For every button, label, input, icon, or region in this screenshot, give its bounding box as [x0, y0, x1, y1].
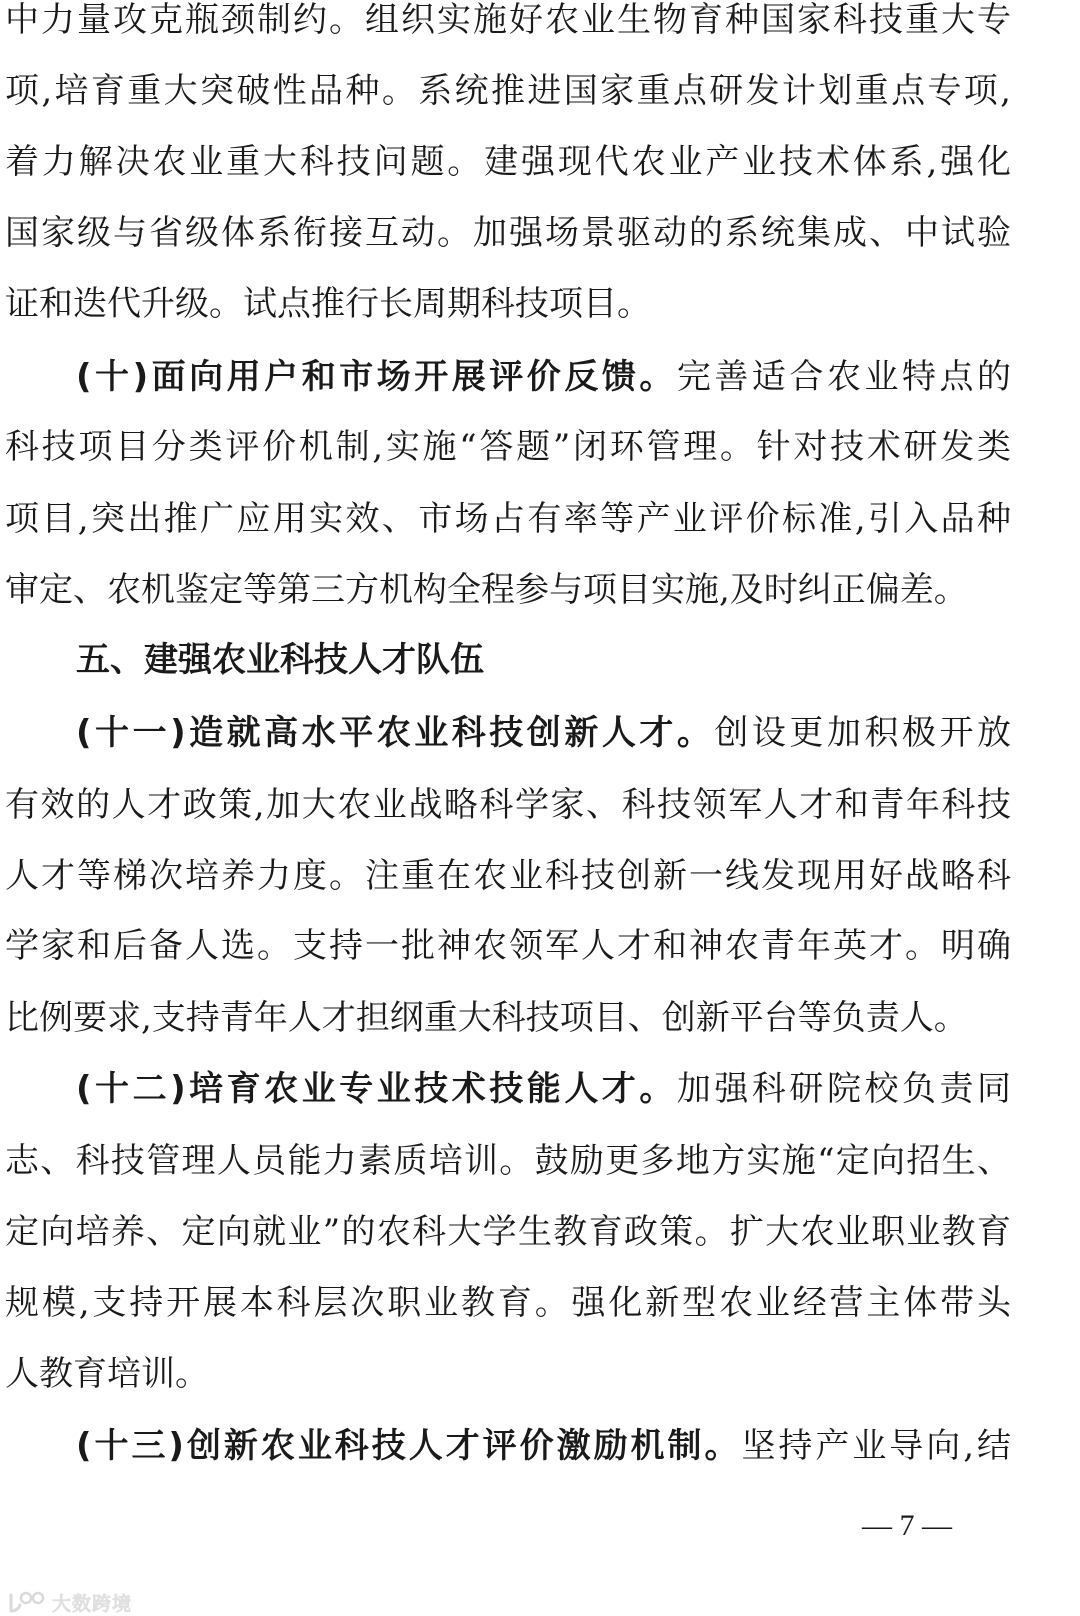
paragraph-line: 中力量攻克瓶颈制约。组织实施好农业生物育种国家科技重大专 — [5, 0, 1011, 40]
watermark-text: 大数跨境 — [52, 1592, 133, 1615]
paragraph-line: 项,培育重大突破性品种。系统推进国家重点研发计划重点专项, — [5, 71, 1011, 111]
section-13-text: 坚持产业导向,结 — [741, 1426, 1012, 1466]
section-10-first-line — [76, 352, 1011, 402]
paragraph-line: 国家级与省级体系衔接互动。加强场景驱动的系统集成、中试验 — [5, 213, 1011, 253]
watermark — [8, 1590, 132, 1614]
paragraph-line: 科技项目分类评价机制,实施“答题”闭环管理。针对技术研发类 — [5, 427, 1011, 467]
paragraph-line: 审定、农机鉴定等第三方机构全程参与项目实施,及时纠正偏差。 — [5, 570, 968, 610]
section-12-first-line — [76, 1064, 1011, 1114]
section-10-text: 完善适合农业特点的 — [676, 357, 1012, 397]
section-heading: 五、建强农业科技人才队伍 — [76, 640, 484, 680]
paragraph-line: 证和迭代升级。试点推行长周期科技项目。 — [5, 284, 651, 324]
section-13-first-line — [76, 1421, 1011, 1471]
paragraph-line: 定向培养、定向就业”的农科大学生教育政策。扩大农业职业教育 — [5, 1212, 1011, 1252]
paragraph-line: 规模,支持开展本科层次职业教育。强化新型农业经营主体带头 — [5, 1283, 1011, 1323]
paragraph-line: 比例要求,支持青年人才担纲重大科技项目、创新平台等负责人。 — [5, 998, 968, 1038]
paragraph-line: 项目,突出推广应用实效、市场占有率等产业评价标准,引入品种 — [5, 499, 1011, 539]
paragraph-line: 志、科技管理人员能力素质培训。鼓励更多地方实施“定向招生、 — [5, 1141, 1011, 1181]
section-11-title: (十一)造就高水平农业科技创新人才。 — [76, 713, 715, 753]
section-13-title: (十三)创新农业科技人才评价激励机制。 — [76, 1426, 742, 1466]
paragraph-line: 学家和后备人选。支持一批神农领军人才和神农青年英才。明确 — [5, 926, 1011, 966]
page-number: — 7 — — [862, 1509, 952, 1542]
paragraph-line: 着力解决农业重大科技问题。建强现代农业产业技术体系,强化 — [5, 142, 1011, 182]
paragraph-line: 有效的人才政策,加大农业战略科学家、科技领军人才和青年科技 — [5, 785, 1011, 825]
section-10-title: (十)面向用户和市场开展评价反馈。 — [76, 357, 677, 397]
section-11-first-line — [76, 708, 1011, 758]
section-12-text: 加强科研院校负责同 — [676, 1069, 1012, 1109]
section-11-text: 创设更加积极开放 — [714, 713, 1012, 753]
section-12-title: (十二)培育农业专业技术技能人才。 — [76, 1069, 677, 1109]
paragraph-line: 人教育培训。 — [5, 1354, 209, 1394]
paragraph-line: 人才等梯次培养力度。注重在农业科技创新一线发现用好战略科 — [5, 856, 1011, 896]
100-logo-icon — [8, 1591, 46, 1613]
